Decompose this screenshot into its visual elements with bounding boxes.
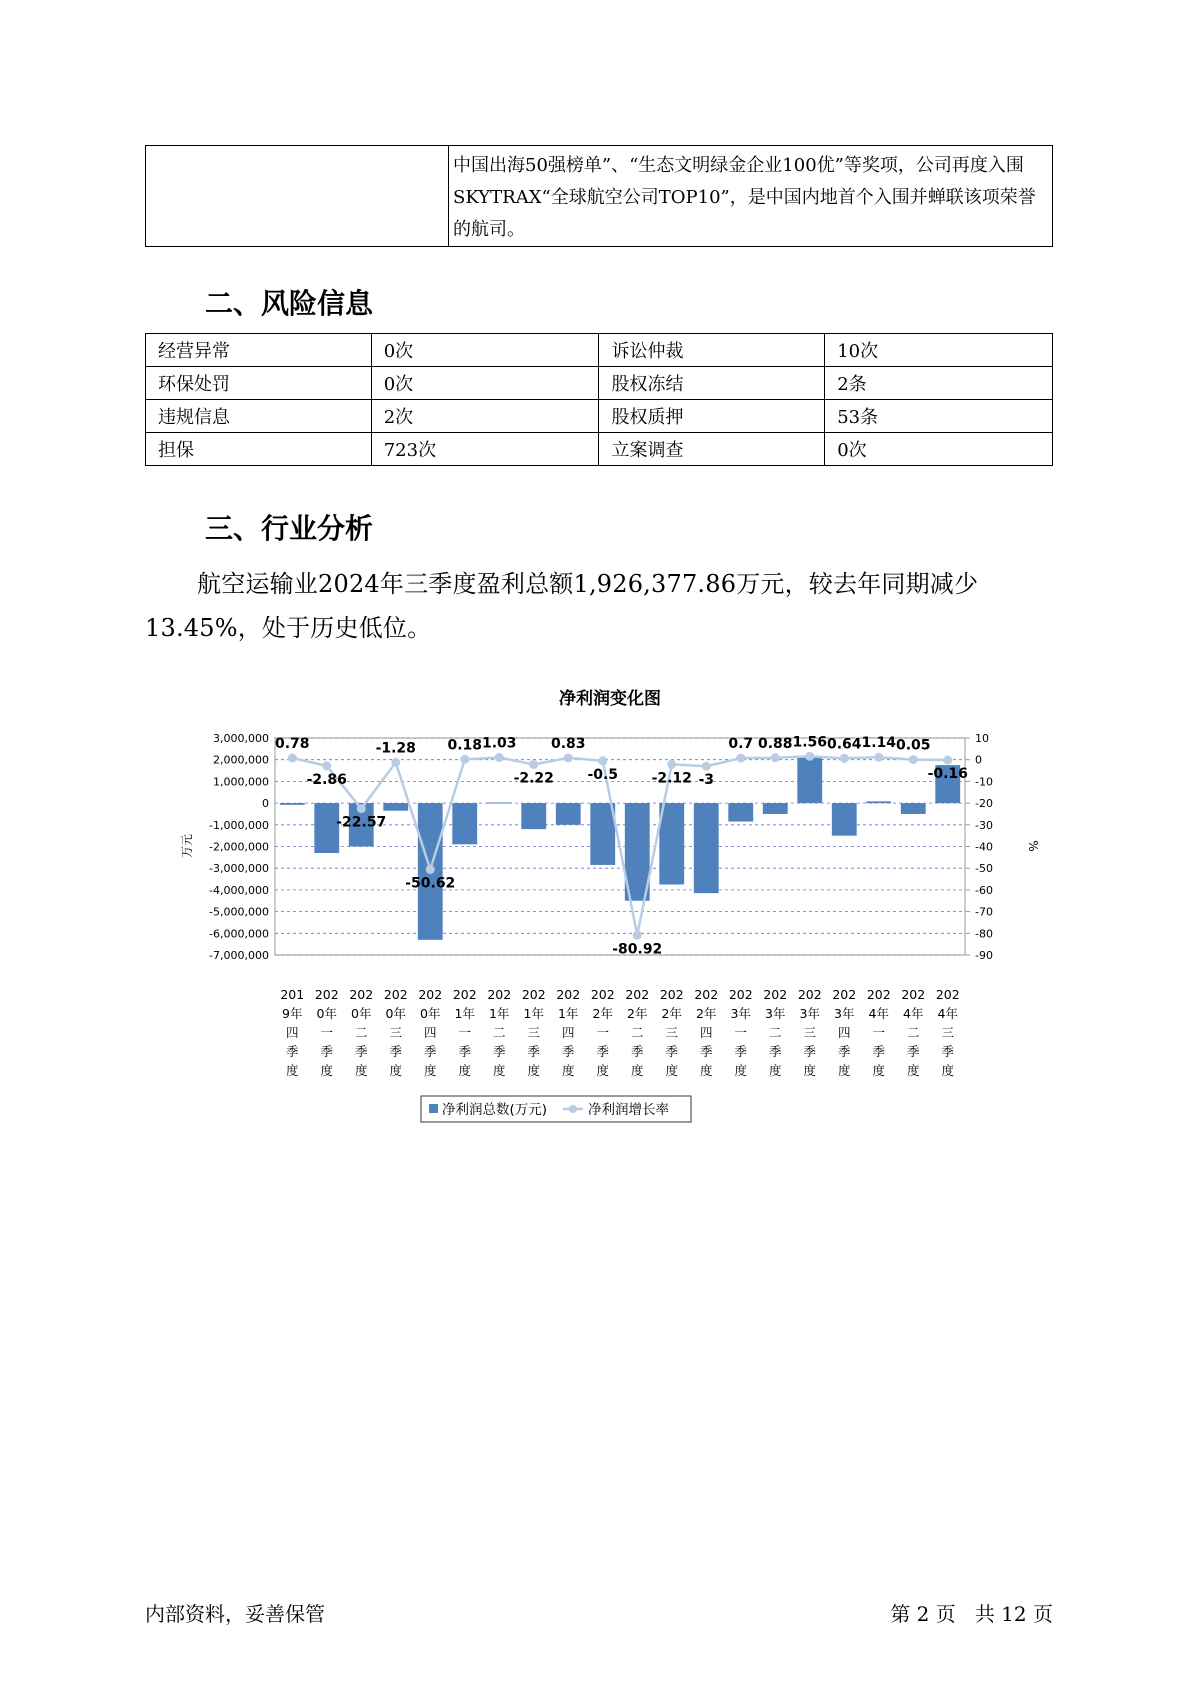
x-tick-label: 3年 [834,1006,855,1021]
growth-rate-point [840,754,849,763]
x-tick-label: 季 [630,1044,644,1059]
x-tick-label: 度 [665,1063,679,1078]
industry-paragraph: 航空运输业2024年三季度盈利总额1,926,377.86万元，较去年同期减少13.45%，处于历史低位。 [145,570,979,642]
bar [763,803,788,814]
data-label: -2.86 [306,771,347,788]
data-label: -80.92 [612,941,663,958]
y-tick-label-right: -80 [975,927,993,941]
table-cell: 违规信息 [146,400,372,433]
section-title-risk: 二、风险信息 [205,287,374,320]
x-tick-label: 季 [389,1044,403,1059]
data-label: 1.56 [792,734,828,751]
net-profit-chart [165,680,1045,1140]
x-tick-label: 202 [935,987,960,1002]
table-cell: 立案调查 [599,433,825,466]
data-label: -3 [698,772,715,789]
x-tick-label: 一 [734,1025,748,1040]
data-label: -0.16 [927,766,968,783]
top-table-text-cell: 中国出海50强榜单”、“生态文明绿金企业100优”等奖项，公司再度入围SKYTRAX“全球航空公司TOP10”，是中国内地首个入围并蝉联该项荣誉的航司。 [449,146,1053,247]
x-tick-label: 度 [320,1063,334,1078]
bar [556,803,581,825]
growth-rate-point [529,760,538,769]
growth-rate-point [495,753,504,762]
x-tick-label: 季 [941,1044,955,1059]
x-tick-label: 度 [596,1063,610,1078]
bar [487,802,512,803]
bar [728,803,753,821]
growth-rate-point [357,804,366,813]
x-tick-label: 度 [699,1063,713,1078]
x-tick-label: 度 [941,1063,955,1078]
x-tick-label: 季 [320,1044,334,1059]
x-tick-label: 度 [527,1063,541,1078]
growth-rate-point [564,753,573,762]
y-tick-label-left: -4,000,000 [209,883,269,897]
y-tick-label-right: -90 [975,949,993,962]
x-tick-label: 1年 [523,1006,544,1021]
x-tick-label: 季 [492,1044,506,1059]
table-cell: 经营异常 [146,334,372,367]
x-tick-label: 202 [383,987,408,1002]
x-tick-label: 度 [768,1063,782,1078]
x-tick-label: 2年 [592,1006,613,1021]
x-tick-label: 三 [665,1025,679,1040]
x-tick-label: 季 [458,1044,472,1059]
table-cell: 股权质押 [599,400,825,433]
y-tick-label-right: 0 [975,753,982,767]
x-tick-label: 202 [487,987,512,1002]
x-tick-label: 度 [354,1063,368,1078]
x-tick-label: 202 [694,987,719,1002]
bar [521,803,546,829]
table-cell: 环保处罚 [146,367,372,400]
y-tick-label-right: -20 [975,797,993,811]
x-tick-label: 度 [837,1063,851,1078]
x-tick-label: 一 [320,1025,334,1040]
x-tick-label: 9年 [282,1006,303,1021]
data-label: 1.14 [861,735,897,752]
y-tick-label-left: -6,000,000 [209,927,269,941]
x-tick-label: 度 [630,1063,644,1078]
x-tick-label: 度 [872,1063,886,1078]
x-tick-label: 度 [389,1063,403,1078]
table-cell: 2次 [371,400,599,433]
growth-rate-point [322,761,331,770]
legend-label-line: 净利润增长率 [588,1102,669,1118]
x-tick-label: 四 [285,1025,299,1040]
x-tick-label: 季 [561,1044,575,1059]
data-label: -0.5 [587,766,619,783]
data-label: -2.22 [513,770,554,787]
growth-rate-point [598,756,607,765]
x-tick-label: 3年 [765,1006,786,1021]
x-tick-label: 202 [797,987,822,1002]
table-cell: 股权冻结 [599,367,825,400]
x-tick-label: 二 [906,1025,920,1040]
growth-rate-point [771,753,780,762]
x-tick-label: 0年 [316,1006,337,1021]
y-tick-label-left: -2,000,000 [209,840,269,854]
data-label: 0.05 [895,737,931,754]
x-tick-label: 度 [561,1063,575,1078]
x-tick-label: 度 [734,1063,748,1078]
x-tick-label: 202 [728,987,753,1002]
x-tick-label: 202 [418,987,443,1002]
x-tick-label: 1年 [558,1006,579,1021]
x-tick-label: 季 [527,1044,541,1059]
x-tick-label: 季 [423,1044,437,1059]
y-tick-label-left: 2,000,000 [213,753,269,767]
growth-rate-point [667,760,676,769]
x-tick-label: 季 [803,1044,817,1059]
x-tick-label: 季 [596,1044,610,1059]
x-tick-label: 四 [837,1025,851,1040]
x-tick-label: 季 [768,1044,782,1059]
x-tick-label: 四 [561,1025,575,1040]
y-axis-label-right: % [1026,840,1040,852]
growth-rate-point [805,752,814,761]
bar [590,803,615,865]
x-tick-label: 季 [699,1044,713,1059]
y-tick-label-right: -40 [975,840,993,854]
y-tick-label-right: -60 [975,883,993,897]
x-tick-label: 季 [354,1044,368,1059]
x-tick-label: 一 [872,1025,886,1040]
table-row [146,334,1053,367]
x-tick-label: 季 [285,1044,299,1059]
top-table [145,145,1053,247]
table-cell: 担保 [146,433,372,466]
table-cell: 723次 [371,433,599,466]
table-cell: 2条 [825,367,1053,400]
y-tick-label-right: -30 [975,818,993,832]
x-tick-label: 季 [837,1044,851,1059]
table-cell: 0次 [371,334,599,367]
x-tick-label: 二 [630,1025,644,1040]
table-cell: 0次 [371,367,599,400]
growth-rate-point [460,755,469,764]
footer-confidential: 内部资料，妥善保管 [145,1602,325,1626]
x-tick-label: 四 [423,1025,437,1040]
bar [901,803,926,814]
bar [866,801,891,803]
y-tick-label-left: -3,000,000 [209,862,269,876]
section-title-industry: 三、行业分析 [205,512,374,545]
x-tick-label: 202 [763,987,788,1002]
x-tick-label: 202 [314,987,339,1002]
y-tick-label-left: 1,000,000 [213,775,269,789]
x-tick-label: 二 [492,1025,506,1040]
legend-swatch-bar [429,1104,438,1113]
table-row [146,367,1053,400]
y-tick-label-right: -10 [975,775,993,789]
bar [694,803,719,893]
x-tick-label: 季 [906,1044,920,1059]
y-tick-label-left: -5,000,000 [209,905,269,919]
growth-rate-point [736,754,745,763]
x-tick-label: 3年 [730,1006,751,1021]
x-tick-label: 度 [285,1063,299,1078]
x-tick-label: 0年 [385,1006,406,1021]
x-tick-label: 4年 [868,1006,889,1021]
x-tick-label: 度 [803,1063,817,1078]
table-row [146,400,1053,433]
x-tick-label: 二 [354,1025,368,1040]
x-tick-label: 1年 [454,1006,475,1021]
table-cell: 53条 [825,400,1053,433]
x-tick-label: 202 [590,987,615,1002]
table-row [146,433,1053,466]
risk-table [145,333,1053,466]
x-tick-label: 度 [492,1063,506,1078]
x-tick-label: 202 [625,987,650,1002]
y-tick-label-left: -1,000,000 [209,818,269,832]
x-tick-label: 度 [906,1063,920,1078]
y-tick-label-left: 0 [262,797,269,811]
x-tick-label: 三 [527,1025,541,1040]
x-tick-label: 0年 [351,1006,372,1021]
growth-rate-point [943,756,952,765]
x-tick-label: 202 [659,987,684,1002]
x-tick-label: 202 [556,987,581,1002]
data-label: -22.57 [336,814,387,831]
data-label: 0.78 [274,736,310,753]
x-tick-label: 4年 [937,1006,958,1021]
growth-rate-point [391,758,400,767]
x-tick-label: 202 [832,987,857,1002]
x-tick-label: 0年 [420,1006,441,1021]
growth-rate-point [633,931,642,940]
chart-title: 净利润变化图 [559,689,661,709]
growth-rate-point [288,754,297,763]
x-tick-label: 季 [665,1044,679,1059]
data-label: 0.7 [728,736,754,753]
data-label: 0.64 [826,736,862,753]
bar [659,803,684,884]
x-tick-label: 202 [521,987,546,1002]
y-tick-label-right: -70 [975,905,993,919]
y-tick-label-right: -50 [975,862,993,876]
data-label: -2.12 [651,770,692,787]
y-tick-label-left: 3,000,000 [213,732,269,745]
x-tick-label: 三 [803,1025,817,1040]
data-label: 0.18 [447,737,483,754]
bar [383,803,408,811]
x-tick-label: 2年 [661,1006,682,1021]
x-tick-label: 一 [458,1025,472,1040]
table-cell: 0次 [825,433,1053,466]
bar [452,803,477,844]
x-tick-label: 2年 [696,1006,717,1021]
x-tick-label: 一 [596,1025,610,1040]
x-tick-label: 1年 [489,1006,510,1021]
bar [280,803,305,805]
data-label: -1.28 [375,740,416,757]
x-tick-label: 202 [901,987,926,1002]
x-tick-label: 4年 [903,1006,924,1021]
table-cell: 诉讼仲裁 [599,334,825,367]
x-tick-label: 202 [866,987,891,1002]
x-tick-label: 202 [452,987,477,1002]
growth-rate-point [702,762,711,771]
footer-page-number: 第 2 页 共 12 页 [890,1602,1053,1626]
y-tick-label-left: -7,000,000 [209,949,269,962]
x-tick-label: 2年 [627,1006,648,1021]
table-cell: 10次 [825,334,1053,367]
data-label: 0.83 [550,735,586,752]
x-tick-label: 度 [458,1063,472,1078]
legend-label-bar: 净利润总数(万元) [442,1102,548,1118]
x-tick-label: 3年 [799,1006,820,1021]
x-tick-label: 201 [280,987,305,1002]
growth-rate-point [426,865,435,874]
y-axis-label-left: 万元 [180,833,194,859]
x-tick-label: 季 [872,1044,886,1059]
y-tick-label-right: 10 [975,732,989,745]
x-tick-label: 季 [734,1044,748,1059]
growth-rate-point [909,755,918,764]
data-label: -50.62 [405,875,456,892]
x-tick-label: 三 [389,1025,403,1040]
top-table-left-cell [146,146,449,247]
x-tick-label: 度 [423,1063,437,1078]
bar [797,756,822,803]
data-label: 0.88 [757,735,793,752]
x-tick-label: 四 [699,1025,713,1040]
legend-swatch-marker [569,1105,577,1113]
x-tick-label: 二 [768,1025,782,1040]
x-tick-label: 202 [349,987,374,1002]
growth-rate-point [874,753,883,762]
data-label: 1.03 [481,735,517,752]
x-tick-label: 三 [941,1025,955,1040]
bar [832,803,857,836]
